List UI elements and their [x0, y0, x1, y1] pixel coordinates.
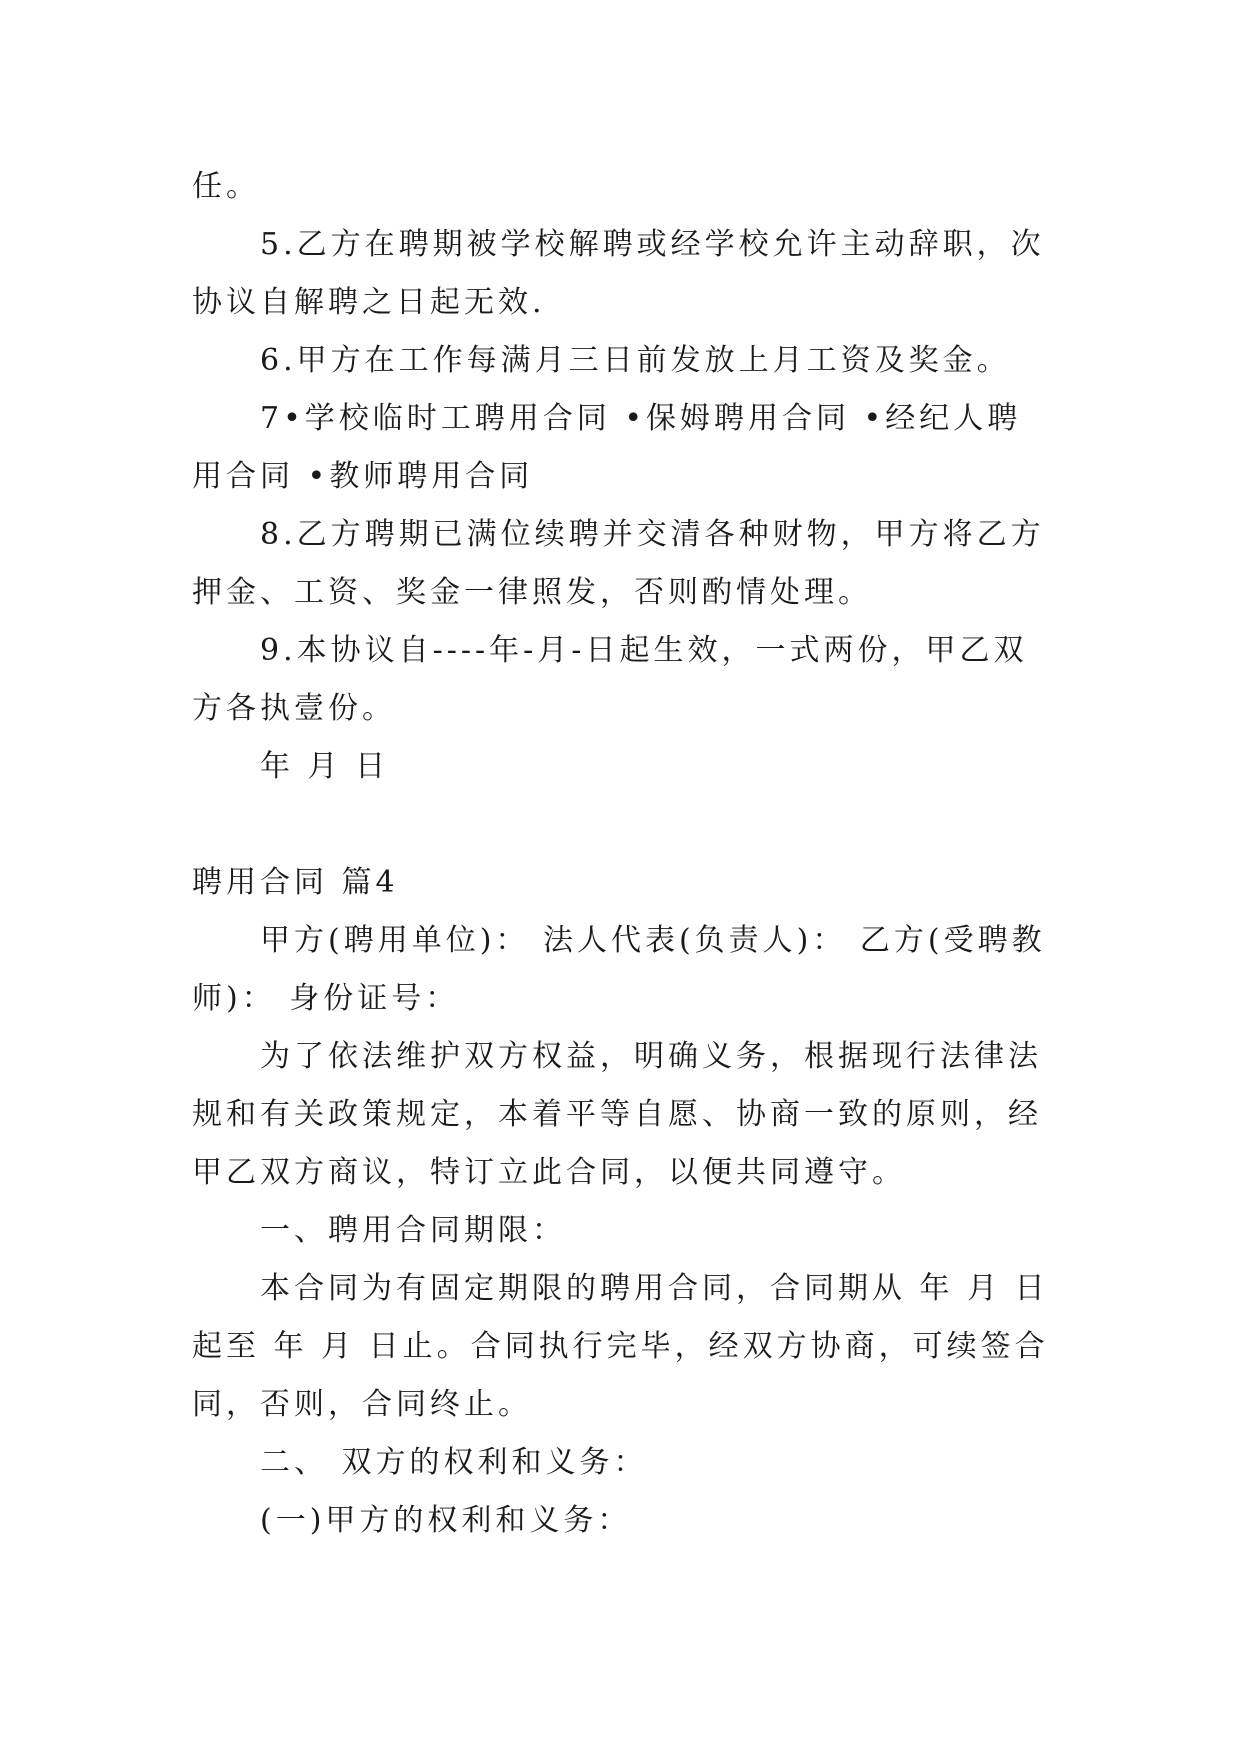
- paragraph-clause-5: 5.乙方在聘期被学校解聘或经学校允许主动辞职，次协议自解聘之日起无效.: [192, 227, 1045, 320]
- paragraph-clause-8: 8.乙方聘期已满位续聘并交清各种财物，甲方将乙方押金、工资、奖金一律照发，否则酌情处理。: [192, 517, 1045, 610]
- date-line: 年 月 日: [260, 749, 390, 784]
- heading-party-a-rights: (一)甲方的权利和义务：: [260, 1503, 632, 1538]
- section-title: 聘用合同 篇4: [192, 865, 399, 900]
- blank-line: [192, 796, 1052, 854]
- heading-rights-obligations: 二、 双方的权利和义务：: [260, 1445, 648, 1480]
- paragraph-preamble: 为了依法维护双方权益，明确义务，根据现行法律法规和有关政策规定，本着平等自愿、协商一致的原则，经甲乙双方商议，特订立此合同，以便共同遵守。: [192, 1039, 1042, 1190]
- paragraph-clause-6: 6.甲方在工作每满月三日前发放上月工资及奖金。: [260, 343, 1011, 378]
- paragraph-continuation: 任。: [192, 169, 260, 204]
- heading-contract-term: 一、聘用合同期限：: [260, 1213, 566, 1248]
- paragraph-contract-term: 本合同为有固定期限的聘用合同，合同期从 年 月 日起至 年 月 日止。合同执行完毕，经双方协商，可续签合同，否则，合同终止。: [192, 1271, 1049, 1422]
- paragraph-parties: 甲方(聘用单位)： 法人代表(负责人)： 乙方(受聘教师)： 身份证号：: [192, 923, 1046, 1016]
- document-body: [192, 158, 1052, 1550]
- paragraph-clause-9: 9.本协议自----年-月-日起生效，一式两份，甲乙双方各执壹份。: [192, 633, 1028, 726]
- paragraph-clause-7: 7•学校临时工聘用合同 •保姆聘用合同 •经纪人聘用合同 •教师聘用合同: [192, 401, 1022, 494]
